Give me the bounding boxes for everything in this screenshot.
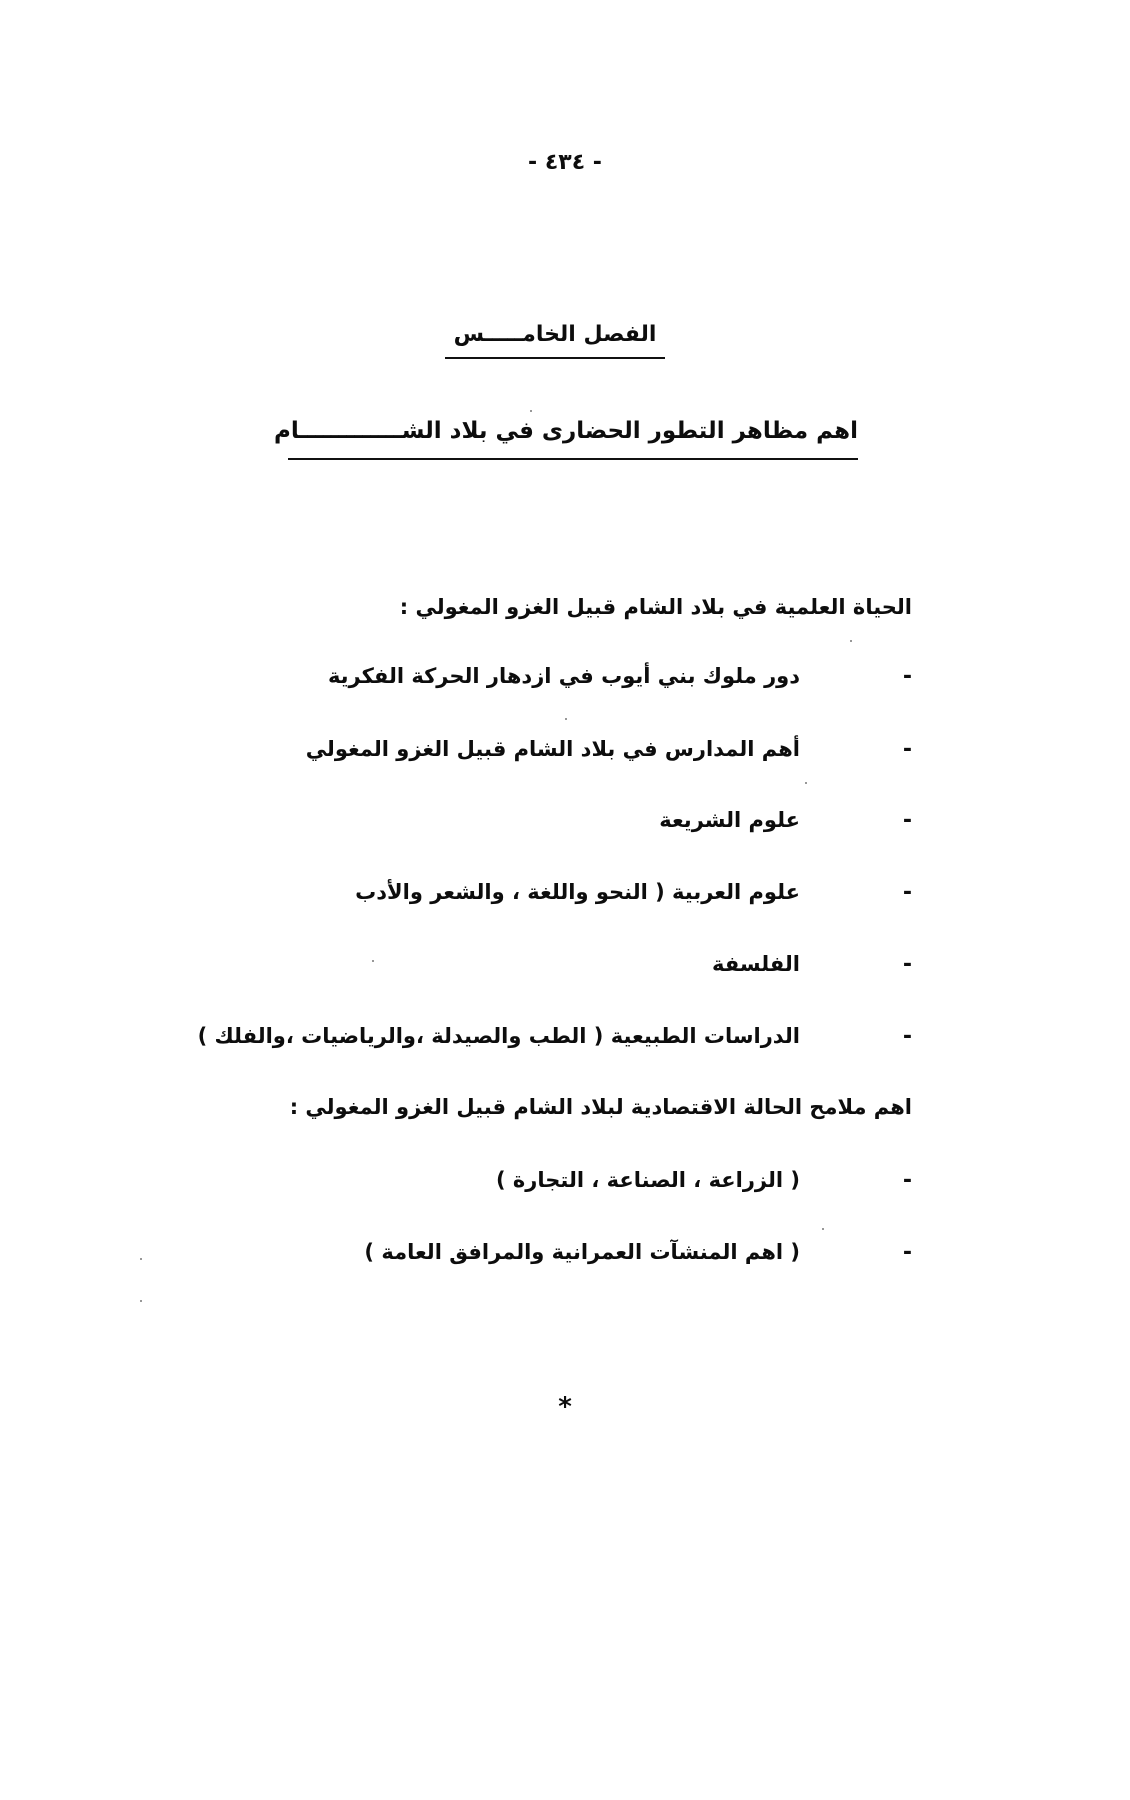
- scan-speck: [805, 782, 807, 784]
- scan-speck: [372, 960, 374, 962]
- list-item: [306, 737, 912, 762]
- scan-speck: [530, 410, 532, 412]
- scan-speck: [850, 640, 852, 642]
- bullet-dash: -: [902, 808, 912, 833]
- list-item: [364, 1240, 912, 1265]
- bullet-dash: -: [902, 1024, 912, 1049]
- bullet-dash: -: [902, 1240, 912, 1265]
- bullet-dash: -: [902, 737, 912, 762]
- scan-speck: [822, 1228, 824, 1230]
- list-item-text: ( الزراعة ، الصناعة ، التجارة ): [495, 1168, 800, 1192]
- list-item: [712, 952, 912, 977]
- chapter-title: الفصل الخامـــــس: [445, 322, 665, 359]
- page-number: - ٤٣٤ -: [528, 150, 602, 175]
- scan-speck: [565, 718, 567, 720]
- list-item-text: علوم العربية ( النحو واللغة ، والشعر والأدب: [355, 880, 800, 904]
- list-item: [328, 664, 912, 689]
- list-item: [198, 1024, 912, 1049]
- scan-speck: [140, 1258, 142, 1260]
- bullet-dash: -: [902, 664, 912, 689]
- list-item: [355, 880, 912, 905]
- bullet-dash: -: [902, 952, 912, 977]
- list-item-text: دور ملوك بني أيوب في ازدهار الحركة الفكرية: [327, 664, 800, 688]
- list-item: [496, 1168, 912, 1193]
- list-item-text: ( اهم المنشآت العمرانية والمرافق العامة ): [364, 1240, 800, 1264]
- bullet-dash: -: [902, 1168, 912, 1193]
- list-item-text: الفلسفة: [712, 952, 800, 976]
- end-asterisk-mark: *: [558, 1392, 572, 1422]
- list-item-text: الدراسات الطبيعية ( الطب والصيدلة ،والرياضيات ،والفلك ): [197, 1024, 800, 1048]
- list-item-text: علوم الشريعة: [659, 808, 800, 832]
- list-item: [659, 808, 912, 833]
- section-heading-scientific-life: الحياة العلمية في بلاد الشام قبيل الغزو المغولي :: [399, 595, 912, 619]
- bullet-dash: -: [902, 880, 912, 905]
- scan-speck: [140, 1300, 142, 1302]
- chapter-subtitle: اهم مظاهر التطور الحضارى في بلاد الشـــــــــــــام: [288, 418, 858, 460]
- list-item-text: أهم المدارس في بلاد الشام قبيل الغزو المغولي: [305, 737, 800, 761]
- section-heading-economic-state: اهم ملامح الحالة الاقتصادية لبلاد الشام قبيل الغزو المغولي :: [289, 1095, 912, 1119]
